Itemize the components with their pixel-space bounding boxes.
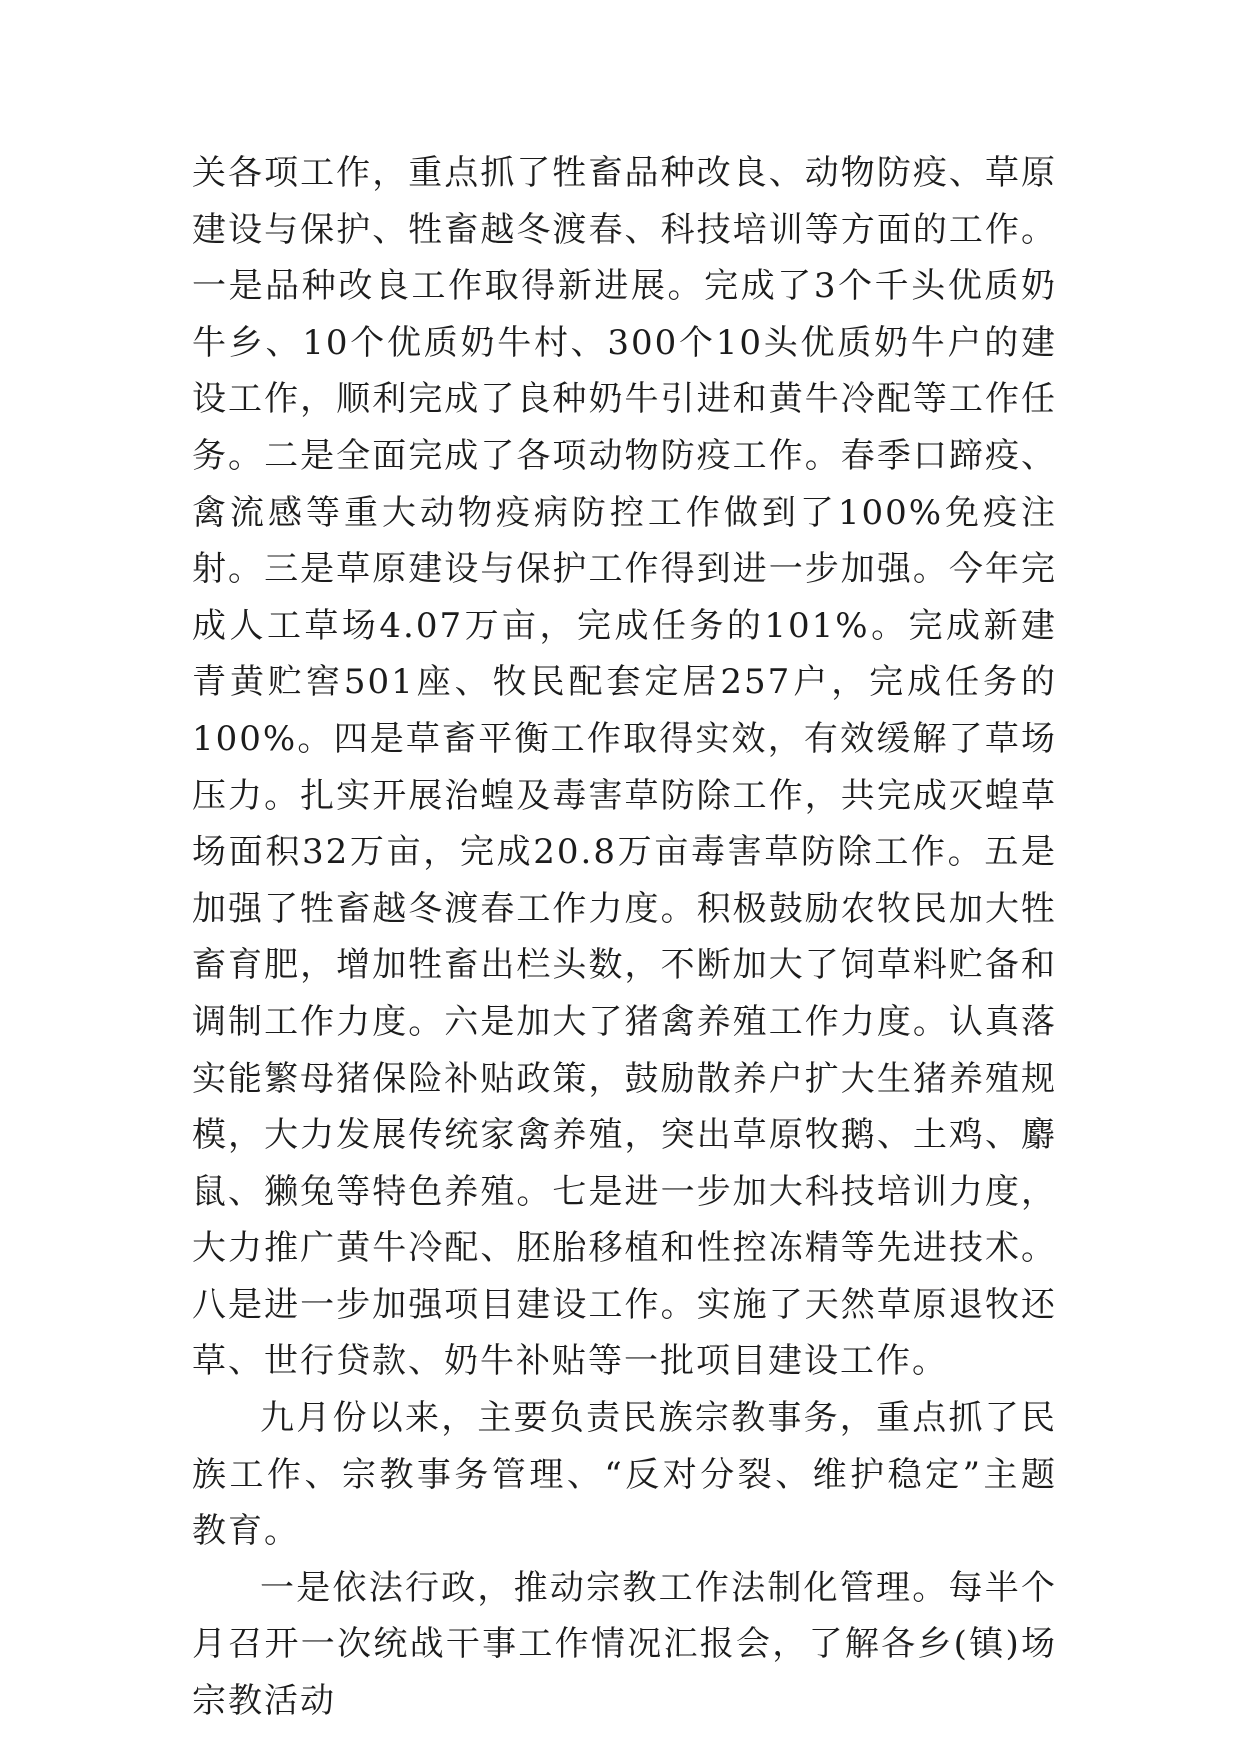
body-paragraph: 关各项工作，重点抓了牲畜品种改良、动物防疫、草原建设与保护、牲畜越冬渡春、科技培训等方面的工作。一是品种改良工作取得新进展。完成了3个千头优质奶牛乡、10个优质奶牛村、300个10头优质奶牛户的建设工作，顺利完成了良种奶牛引进和黄牛冷配等工作任务。二是全面完成了各项动物防疫工作。春季口蹄疫、禽流感等重大动物疫病防控工作做到了100%免疫注射。三是草原建设与保护工作得到进一步加强。今年完成人工草场4.07万亩，完成任务的101%。完成新建青黄贮窖501座、牧民配套定居257户，完成任务的100%。四是草畜平衡工作取得实效，有效缓解了草场压力。扎实开展治蝗及毒害草防除工作，共完成灭蝗草场面积32万亩，完成20.8万亩毒害草防除工作。五是加强了牲畜越冬渡春工作力度。积极鼓励农牧民加大牲畜育肥，增加牲畜出栏头数，不断加大了饲草料贮备和调制工作力度。六是加大了猪禽养殖工作力度。认真落实能繁母猪保险补贴政策，鼓励散养户扩大生猪养殖规模，大力发展传统家禽养殖，突出草原牧鹅、土鸡、麝鼠、獭兔等特色养殖。七是进一步加大科技培训力度，大力推广黄牛冷配、胚胎移植和性控冻精等先进技术。八是进一步加强项目建设工作。实施了天然草原退牧还草、世行贷款、奶牛补贴等一批项目建设工作。	[192, 153, 1057, 1382]
body-paragraph: 一是依法行政，推动宗教工作法制化管理。每半个月召开一次统战干事工作情况汇报会，了解各乡(镇)场宗教活动	[192, 1567, 1057, 1722]
body-paragraph: 九月份以来，主要负责民族宗教事务，重点抓了民族工作、宗教事务管理、“反对分裂、维护稳定”主题教育。	[192, 1398, 1057, 1552]
document-body	[192, 145, 1057, 1730]
